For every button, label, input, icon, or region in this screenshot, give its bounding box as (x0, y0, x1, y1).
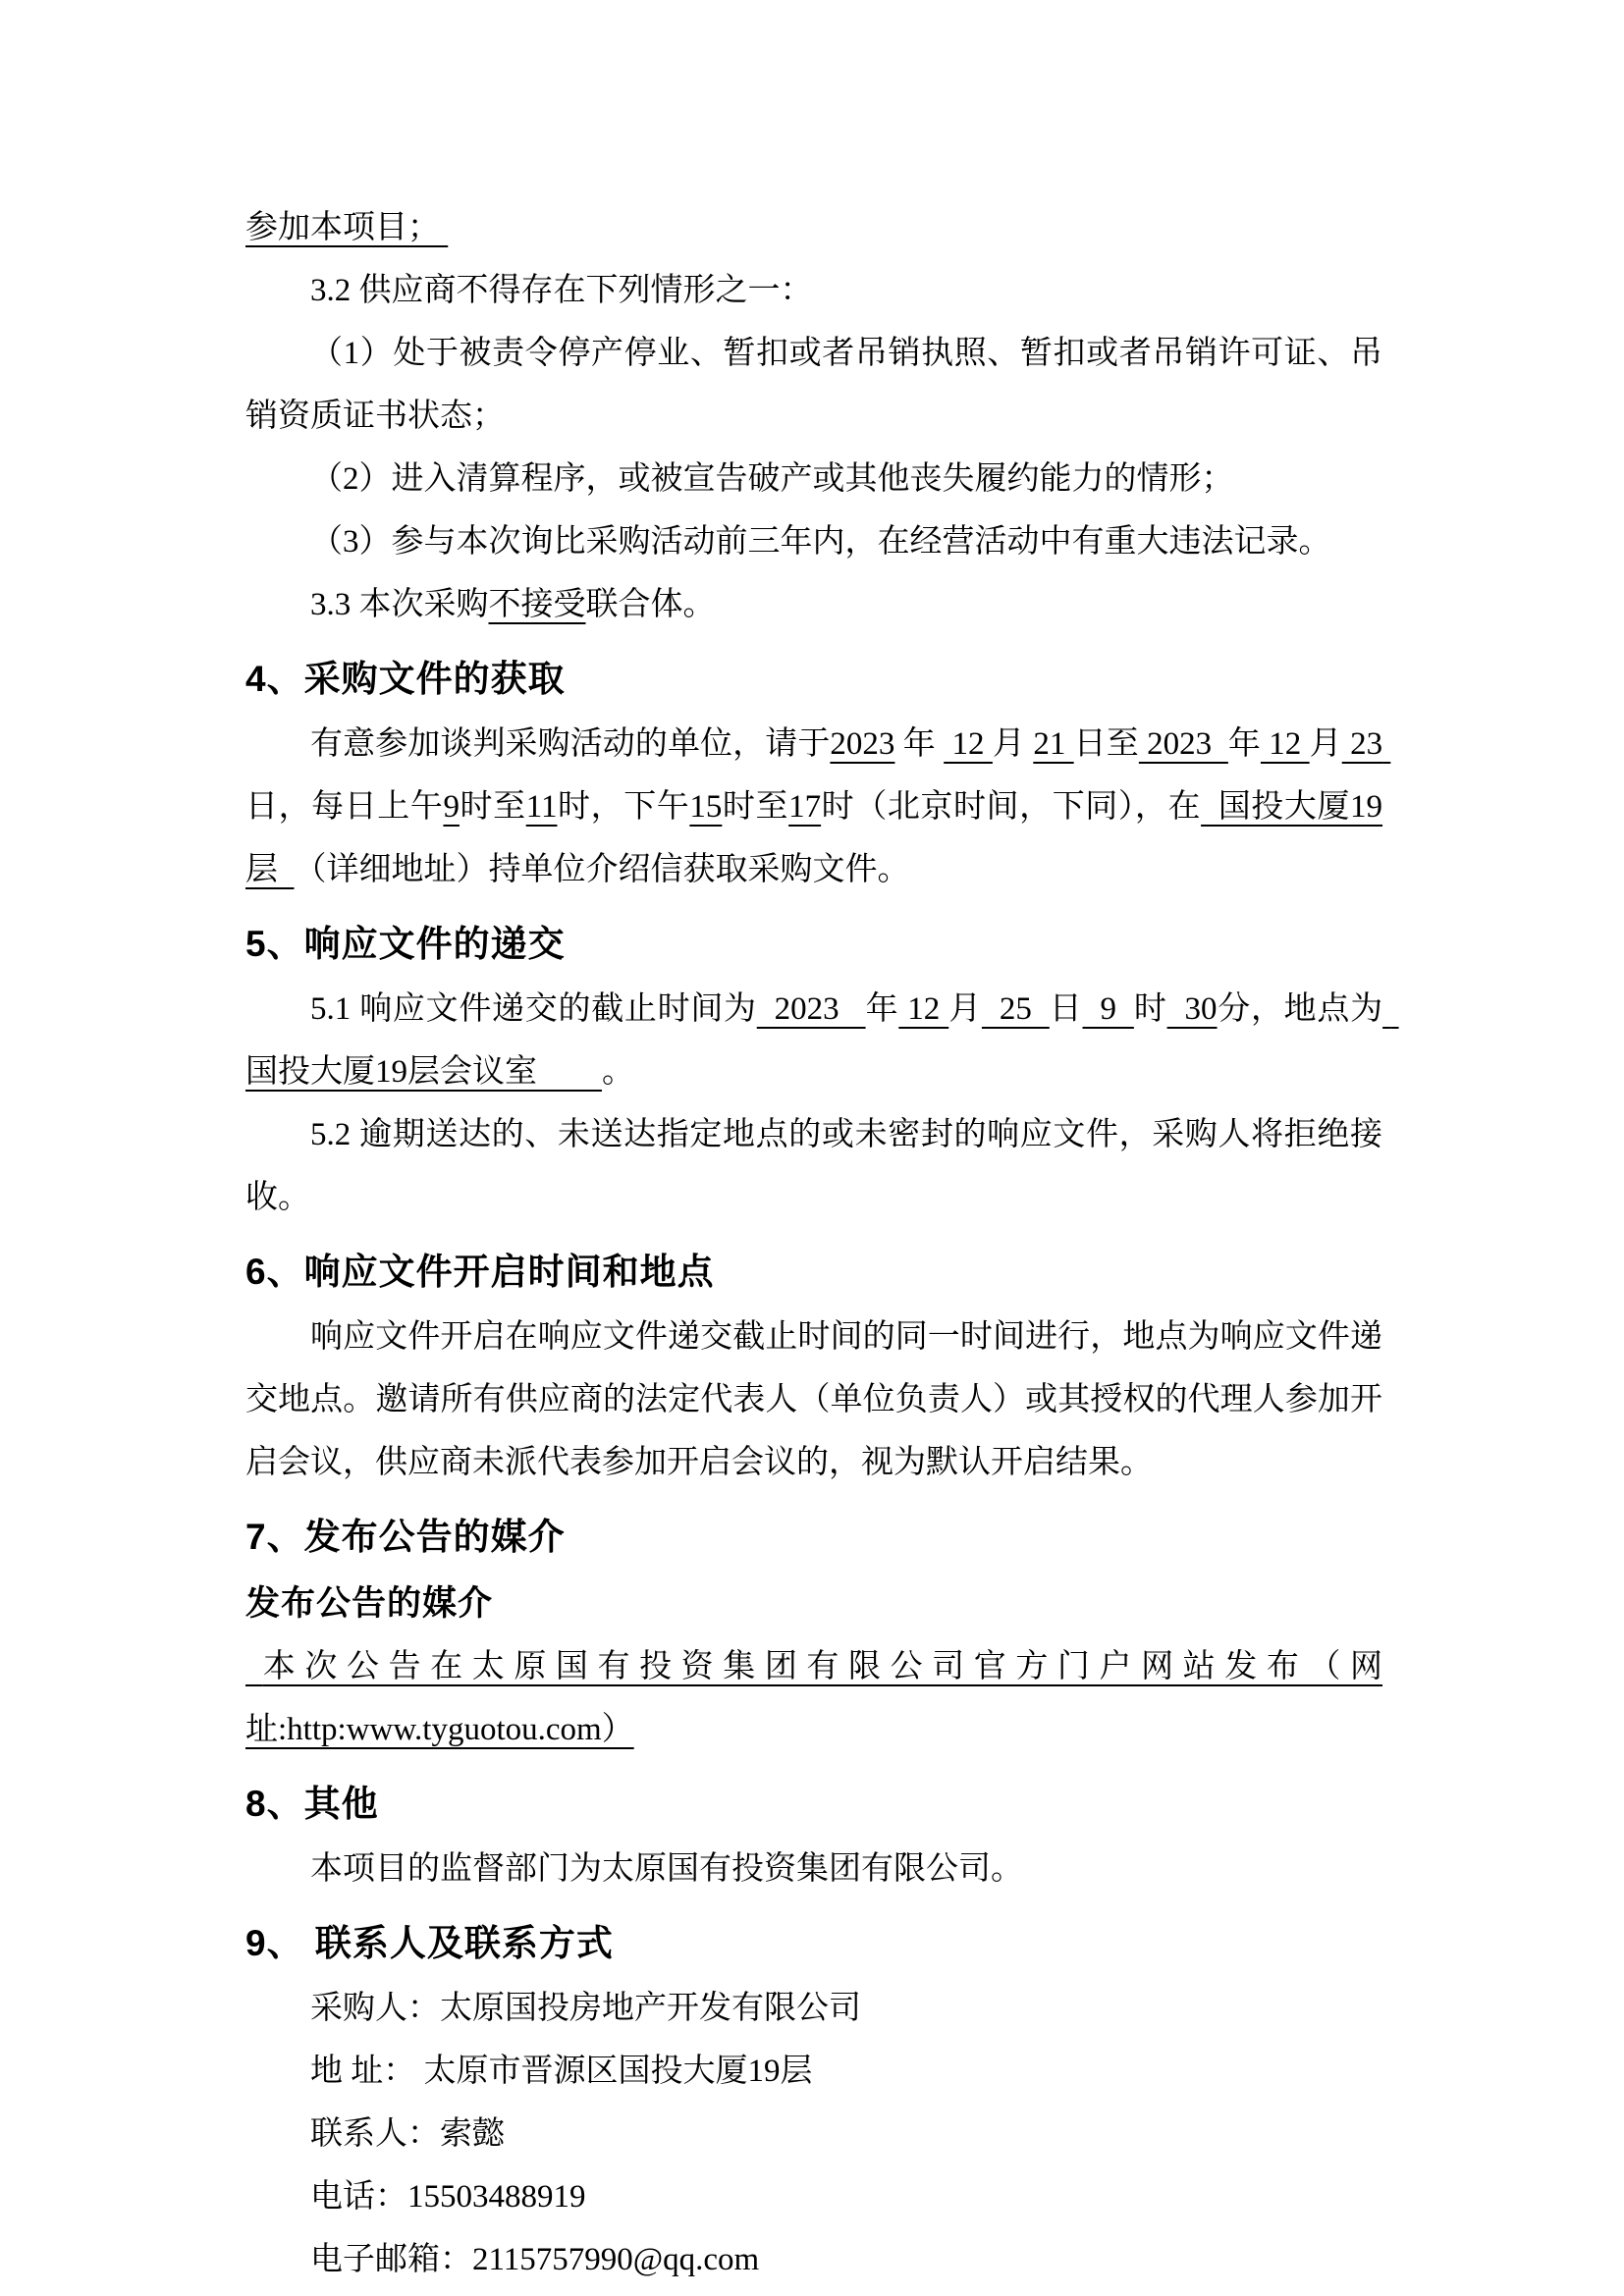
para-4-body (245, 713, 1391, 901)
underlined-text-run: 2023 (756, 991, 866, 1027)
text-run: 月 (1309, 726, 1342, 762)
para-continuation (245, 196, 1382, 259)
text-run: 4、采购文件的获取 (245, 659, 566, 699)
para-email (245, 2228, 1382, 2291)
underlined-text-run: 9 (443, 789, 460, 825)
text-run: 月 (948, 991, 982, 1027)
text-run: 年 (1227, 726, 1261, 762)
underlined-text-run: 参加本项目； (245, 210, 449, 245)
underlined-text-run: 11 (525, 789, 558, 825)
text-run: 3.3 本次采购 (310, 587, 489, 622)
text-run: （3）参与本次询比采购活动前三年内，在经营活动中有重大违法记录。 (310, 524, 1331, 560)
text-run: 年 (865, 991, 899, 1027)
text-run: 电话：15503488919 (310, 2179, 586, 2215)
underlined-text-run: 9 (1082, 991, 1134, 1027)
text-run: 8、其他 (245, 1784, 379, 1824)
text-run: 5.1 响应文件递交的截止时间为 (310, 991, 757, 1027)
text-run: 采购人：太原国投房地产开发有限公司 (310, 1991, 861, 2026)
heading-4 (245, 648, 1382, 711)
para-6-body (245, 1306, 1382, 1494)
underlined-text-run: 国投大厦19层 (245, 789, 1383, 887)
para-8-body (245, 1838, 1382, 1900)
para-address (245, 2040, 1382, 2103)
underlined-text-run: 30 (1166, 991, 1218, 1027)
text-run: 时，下午 (557, 789, 690, 825)
para-3-2 (245, 259, 1382, 322)
underlined-text-run: 2023 (1138, 726, 1228, 762)
subheading-media (245, 1573, 1382, 1635)
text-run: 分，地点为 (1217, 991, 1383, 1027)
underlined-text-run: 不接受 (488, 587, 586, 622)
para-item-2 (245, 448, 1382, 510)
para-3-3 (245, 573, 1382, 636)
text-run: 月 (992, 726, 1034, 762)
text-run: 5、响应文件的递交 (245, 924, 566, 964)
text-run: 有意参加谈判采购活动的单位，请于 (310, 726, 831, 762)
underlined-text-run: 23 (1341, 726, 1391, 762)
para-item-3 (245, 510, 1382, 573)
text-run: 本项目的监督部门为太原国有投资集团有限公司。 (310, 1851, 1023, 1887)
text-run: 时（北京时间，下同），在 (821, 789, 1202, 825)
text-run: 日，每日上午 (245, 789, 444, 825)
para-contact (245, 2103, 1382, 2165)
underlined-text-run: 本次公告在太原国有投资集团有限公司官方门户网站发布（网址:http:www.tyguotou.com） (245, 1649, 1383, 1747)
heading-5 (245, 913, 1382, 976)
para-5-2 (245, 1103, 1382, 1229)
text-run: 日至 (1073, 726, 1139, 762)
text-run: 9、 联系人及联系方式 (245, 1923, 614, 1963)
text-run: （2）进入清算程序，或被宣告破产或其他丧失履约能力的情形； (310, 461, 1234, 497)
text-run: 发布公告的媒介 (245, 1584, 494, 1623)
underlined-text-run: 25 (981, 991, 1050, 1027)
text-run: 3.2 供应商不得存在下列情形之一： (310, 273, 813, 308)
heading-9 (245, 1912, 1382, 1975)
underlined-text-run: 12 (1260, 726, 1310, 762)
para-buyer (245, 1977, 1382, 2040)
text-run: 电子邮箱：2115757990@qq.com (310, 2242, 760, 2277)
underlined-text-run: 12 (944, 726, 993, 762)
text-run: 时 (1133, 991, 1167, 1027)
text-run: （1）处于被责令停产停业、暂扣或者吊销执照、暂扣或者吊销许可证、吊销资质证书状态； (245, 336, 1382, 434)
para-item-1 (245, 322, 1382, 448)
underlined-text-run: 国投大厦19层会议室 (245, 991, 1399, 1090)
text-run: 7、发布公告的媒介 (245, 1517, 566, 1557)
document-body (245, 196, 1399, 2291)
text-run: 。 (602, 1054, 634, 1090)
underlined-text-run: 12 (898, 991, 949, 1027)
underlined-text-run: 15 (689, 789, 723, 825)
text-run: 联合体。 (585, 587, 716, 622)
text-run: 5.2 逾期送达的、未送达指定地点的或未密封的响应文件，采购人将拒绝接收。 (245, 1117, 1382, 1215)
text-run: 联系人：索懿 (310, 2116, 505, 2152)
text-run: 时至 (459, 789, 526, 825)
text-run: 日 (1049, 991, 1083, 1027)
para-media (245, 1635, 1382, 1761)
heading-7 (245, 1506, 1382, 1569)
para-phone (245, 2165, 1382, 2228)
text-run: 响应文件开启在响应文件递交截止时间的同一时间进行，地点为响应文件递交地点。邀请所有供应商的法定代表人（单位负责人）或其授权的代理人参加开启会议，供应商未派代表参加开启会议的，视为默认开启结果。 (245, 1319, 1382, 1480)
text-run: 时至 (722, 789, 789, 825)
para-5-1 (245, 978, 1399, 1103)
text-run: 6、响应文件开启时间和地点 (245, 1252, 715, 1292)
text-run: 地 址： 太原市晋源区国投大厦19层 (310, 2054, 813, 2089)
underlined-text-run: 21 (1033, 726, 1074, 762)
heading-6 (245, 1241, 1382, 1304)
underlined-text-run: 17 (788, 789, 822, 825)
heading-8 (245, 1773, 1382, 1836)
text-run: （详细地址）持单位介绍信获取采购文件。 (294, 852, 910, 887)
text-run: 年 (894, 726, 945, 762)
underlined-text-run: 2023 (830, 726, 895, 762)
